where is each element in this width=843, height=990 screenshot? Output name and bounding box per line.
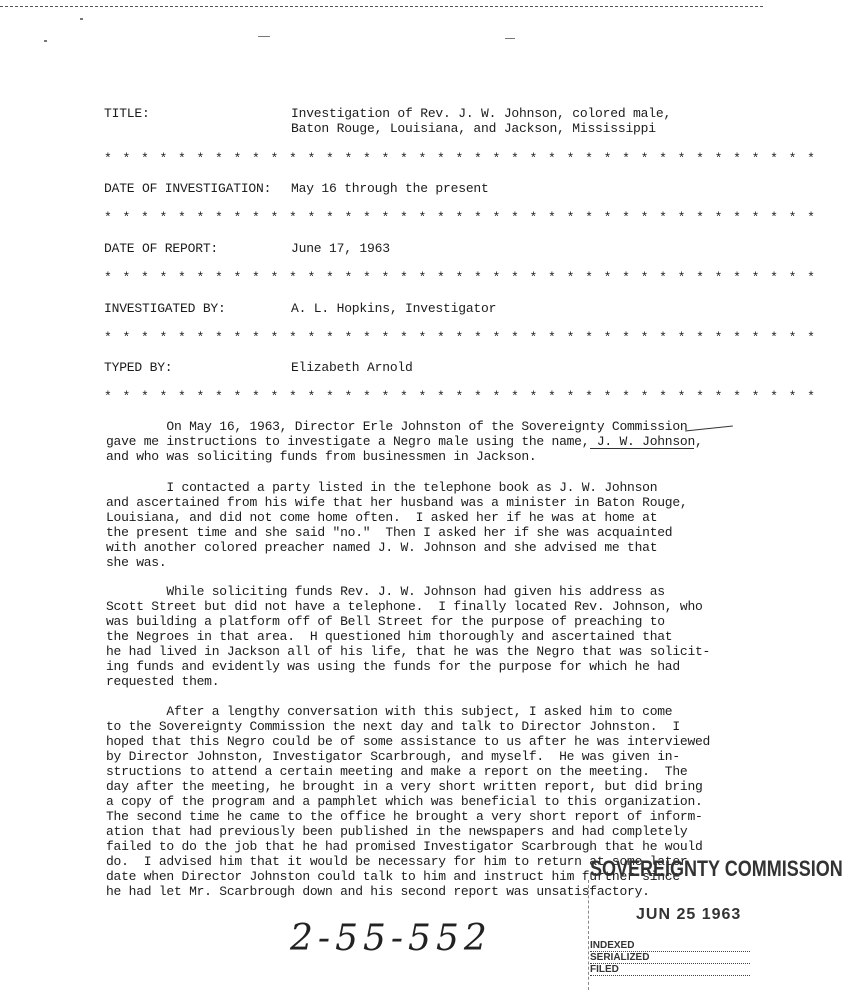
star-divider: * * * * * * * * * * * * * * * * * * * * * * * * * * * * * * * * * * * * * * *	[104, 270, 817, 285]
title-line-2: Baton Rouge, Louisiana, and Jackson, Mississippi	[291, 121, 656, 136]
serialized-line: SERIALIZED	[590, 952, 750, 964]
date-of-report-value: June 17, 1963	[291, 241, 390, 256]
report-paragraph: After a lengthy conversation with this subject, I asked him to come to the Sovereignty Commission the next day and talk to Director Johnston. I hoped that this Negro could be of some assistance to us after he was interviewed by Director Johnston, Investigator Scarbrough, and myself. He was given in- structions to attend a certain meeting and make a report on the meeting. The day after the meeting, he brought in a very short written report, but did bring a copy of the program and a pamphlet which was beneficial to this organization. The second time he came to the office he brought a very short report of inform- ation that had previously been published in the newspapers and had completely failed to do the job that he had promised Investigator Scarbrough that he would do. I advised him that it would be necessary for him to return at some later date when Director Johnston could talk to him and instruct him further since he had let Mr. Scarbrough down and his second report was unsatisfactory.	[106, 704, 711, 899]
filed-line: FILED	[590, 964, 750, 976]
date-of-report-label: DATE OF REPORT:	[104, 241, 219, 256]
scan-speck	[258, 36, 270, 37]
filing-stamp	[590, 940, 750, 976]
typed-by-label: TYPED BY:	[104, 360, 173, 375]
scan-speck	[44, 40, 47, 42]
scan-speck	[80, 18, 83, 20]
commission-stamp: SOVEREIGNTY COMMISSION	[590, 856, 843, 881]
received-date-stamp: JUN 25 1963	[636, 906, 742, 923]
investigated-by-value: A. L. Hopkins, Investigator	[291, 301, 497, 316]
scan-top-edge	[0, 6, 763, 7]
report-paragraph: I contacted a party listed in the telephone book as J. W. Johnson and ascertained from his wife that her husband was a minister in Baton Rouge, Louisiana, and did not come home often. I asked her if he was at home at the present time and she said "no." Then I asked her if she was acquainted with another colored preacher named J. W. Johnson and she advised me that she was.	[106, 480, 688, 570]
star-divider: * * * * * * * * * * * * * * * * * * * * * * * * * * * * * * * * * * * * * * *	[104, 210, 817, 225]
star-divider: * * * * * * * * * * * * * * * * * * * * * * * * * * * * * * * * * * * * * * *	[104, 330, 817, 345]
typed-by-value: Elizabeth Arnold	[291, 360, 413, 375]
indexed-line: INDEXED	[590, 940, 750, 952]
investigated-by-label: INVESTIGATED BY:	[104, 301, 226, 316]
title-line-1: Investigation of Rev. J. W. Johnson, colored male,	[291, 106, 672, 121]
title-label: TITLE:	[104, 106, 150, 121]
handwritten-underline	[590, 448, 694, 449]
report-paragraph: While soliciting funds Rev. J. W. Johnson had given his address as Scott Street but did not have a telephone. I finally located Rev. Johnson, who was building a platform off of Bell Street for the purpose of preaching to the Negroes in that area. H questioned him thoroughly and ascertained that he had lived in Jackson all of his life, that he was the Negro that was solicit- ing funds and evidently was using the funds for the purpose for which he had requested them.	[106, 584, 711, 689]
scan-speck	[505, 38, 515, 39]
date-of-investigation-label: DATE OF INVESTIGATION:	[104, 181, 272, 196]
star-divider: * * * * * * * * * * * * * * * * * * * * * * * * * * * * * * * * * * * * * * *	[104, 389, 817, 404]
report-paragraph: On May 16, 1963, Director Erle Johnston of the Sovereignty Commission gave me instructions to investigate a Negro male using the name, J. W. Johnson, and who was soliciting funds from businessmen in Jackson.	[106, 419, 703, 464]
handwritten-file-number: 2-55-552	[290, 918, 492, 959]
date-of-investigation-value: May 16 through the present	[291, 181, 489, 196]
star-divider: * * * * * * * * * * * * * * * * * * * * * * * * * * * * * * * * * * * * * * *	[104, 151, 817, 166]
margin-dashed-line	[588, 880, 589, 990]
